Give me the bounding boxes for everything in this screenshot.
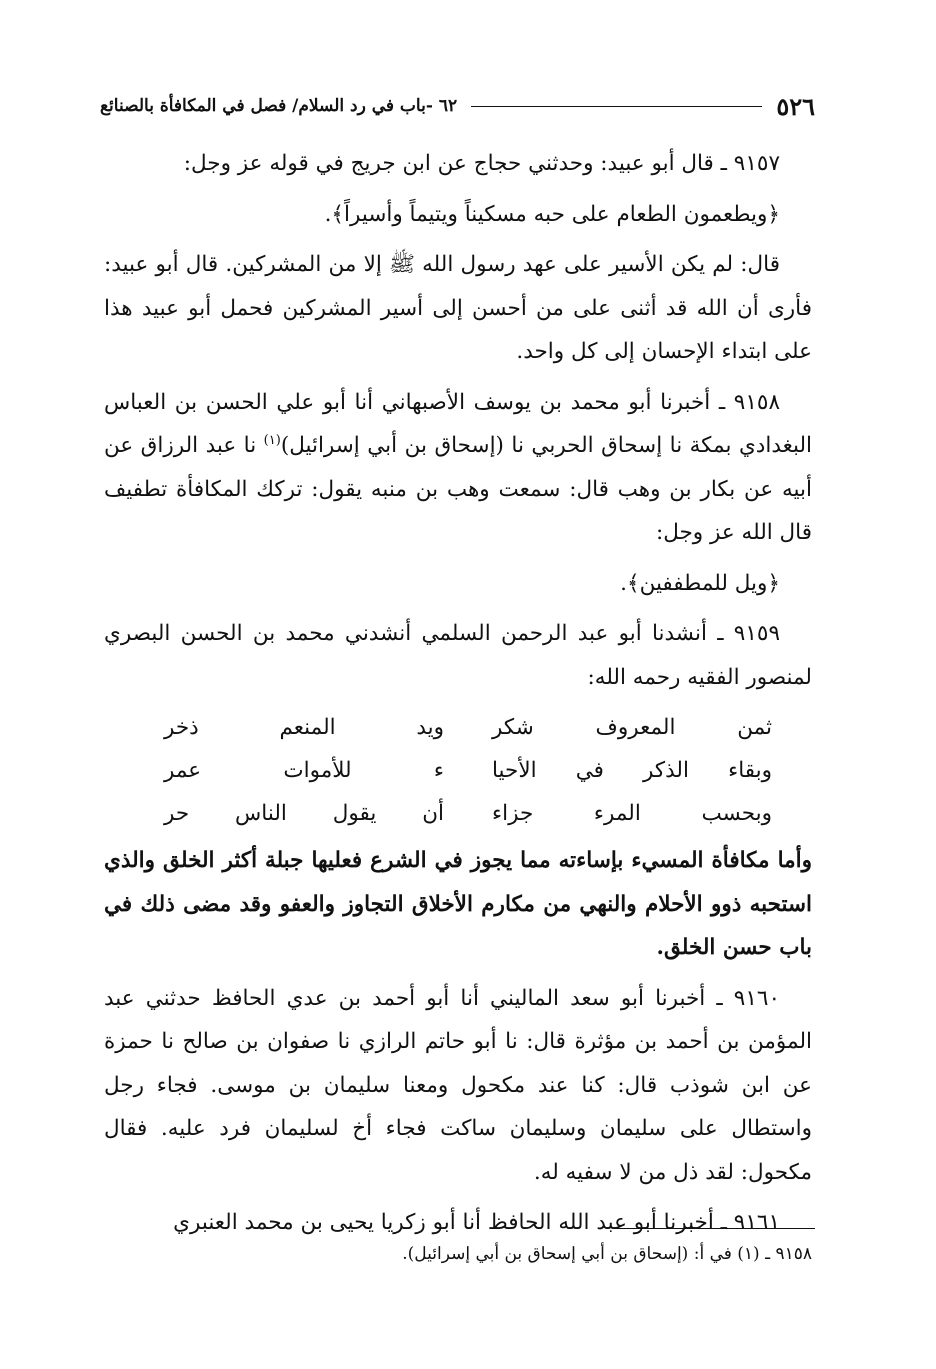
verse-second-half: ويد المنعم ذخر bbox=[164, 715, 444, 740]
verse-line bbox=[104, 792, 812, 835]
verse-second-half: أن يقول الناس حر bbox=[164, 801, 444, 826]
header-rule bbox=[471, 106, 762, 107]
footnote-ref: (١) bbox=[263, 432, 281, 448]
footnote: ٩١٥٨ ـ (١) في أ: (إسحاق بن أبي إسحاق بن أبي إسرائيل). bbox=[402, 1244, 812, 1264]
verse-line bbox=[104, 749, 812, 792]
verse-first-half: وبحسب المرء جزاء bbox=[492, 801, 772, 826]
paragraph-author-note: وأما مكافأة المسيء بإساءته مما يجوز في الشرع فعليها جبلة أكثر الخلق والذي استحبه ذوو الأحلام والنهي من مكارم الأخلاق التجاوز والعفو وقد مضى ذلك في باب حسن الخلق. bbox=[104, 848, 812, 960]
quran-quote-2: ﴿ويل للمطففين﴾. bbox=[620, 570, 780, 596]
chapter-title: ٦٢ -باب في رد السلام/ فصل في المكافأة بالصنائع bbox=[100, 96, 458, 116]
poem bbox=[104, 706, 812, 835]
paragraph-9160: ٩١٦٠ ـ أخبرنا أبو سعد الماليني أنا أبو أحمد بن عدي الحافظ حدثني عبد المؤمن بن أحمد بن مؤثرة قال: نا أبو حاتم الرازي نا صفوان بن صالح نا حمزة عن ابن شوذب قال: كنا عند مكحول ومعنا سليمان بن موسى. فجاء رجل واستطال على سليمان وسليمان ساكت فجاء أخ لسليمان فرد عليه. فقال مكحول: لقد ذل من لا سفيه له. bbox=[104, 985, 812, 1185]
verse-first-half: ثمن المعروف شكر bbox=[492, 715, 772, 740]
quran-quote-1: ﴿ويطعمون الطعام على حبه مسكيناً ويتيماً وأسيراً﴾. bbox=[324, 201, 780, 227]
main-text bbox=[104, 142, 812, 1252]
paragraph-9158-part-b: نا عبد الرزاق عن أبيه عن بكار بن وهب قال: سمعت وهب بن منبه يقول: تركك المكافأة تطفيف قال الله عز وجل: bbox=[104, 433, 812, 545]
paragraph-9161: ٩١٦١ ـ أخبرنا أبو عبد الله الحافظ أنا أبو زكريا يحيى بن محمد العنبري bbox=[173, 1210, 780, 1235]
paragraph-9157: ٩١٥٧ ـ قال أبو عبيد: وحدثني حجاج عن ابن جريج في قوله عز وجل: bbox=[183, 151, 780, 176]
verse-second-half: ء للأموات عمر bbox=[164, 758, 444, 783]
verse-first-half: وبقاء الذكر في الأحيا bbox=[492, 758, 772, 783]
paragraph-9158 bbox=[104, 381, 812, 555]
paragraph-commentary: قال: لم يكن الأسير على عهد رسول الله ﷺ إلا من المشركين. قال أبو عبيد: فأرى أن الله قد أثنى على من أحسن إلى أسير المشركين فحمل أبو عبيد هذا على ابتداء الإحسان إلى كل واحد. bbox=[104, 252, 812, 364]
footnote-rule bbox=[615, 1228, 815, 1229]
verse-line bbox=[104, 706, 812, 749]
paragraph-9159: ٩١٥٩ ـ أنشدنا أبو عبد الرحمن السلمي أنشدني محمد بن الحسن البصري لمنصور الفقيه رحمه الله: bbox=[104, 621, 812, 690]
running-header bbox=[100, 88, 815, 124]
paragraph-9158-part-a: ٩١٥٨ ـ أخبرنا أبو محمد بن يوسف الأصبهاني أنا أبو علي الحسن بن العباس البغدادي بمكة نا إسحاق الحربي نا (إسحاق بن أبي إسرائيل) bbox=[104, 389, 812, 458]
page-number: ٥٢٦ bbox=[776, 91, 815, 121]
